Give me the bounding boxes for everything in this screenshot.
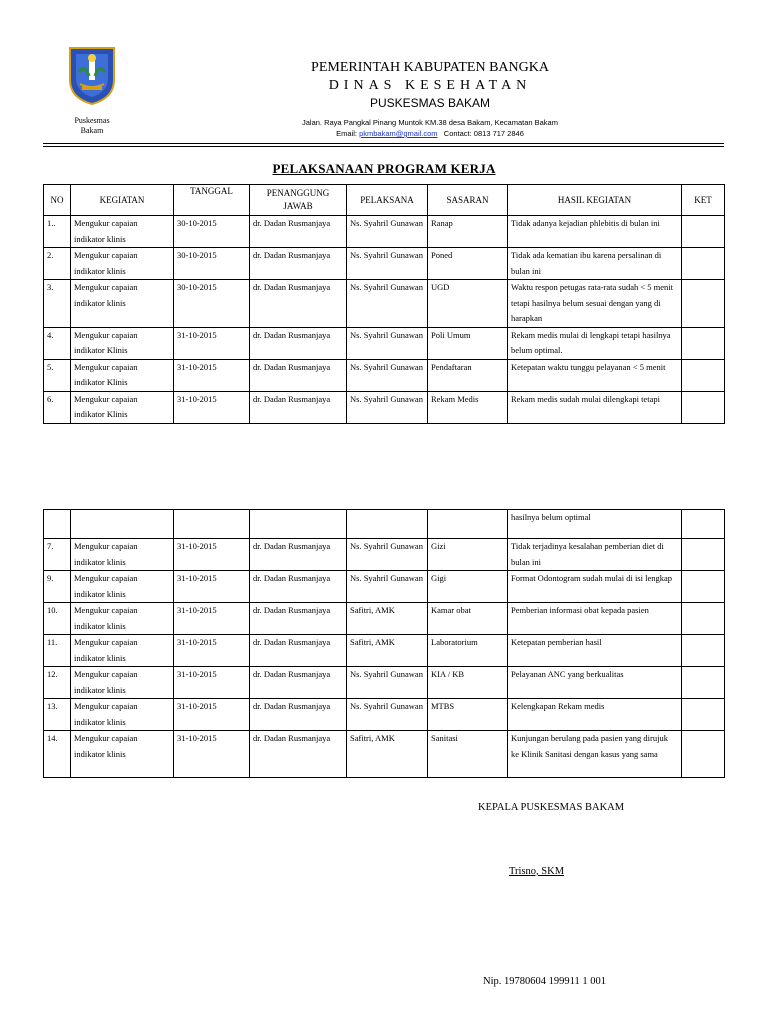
cell-tanggal: 30-10-2015 [174,216,250,248]
cell-pj: dr. Dadan Rusmanjaya [250,571,347,603]
email-label: Email: [336,129,357,138]
cell-pelaksana: Ns. Syahril Gunawan [347,248,428,280]
cell-pj: dr. Dadan Rusmanjaya [250,248,347,280]
cell-no: 1.. [44,216,71,248]
cell-pj: dr. Dadan Rusmanjaya [250,280,347,328]
cell-ket [682,731,725,778]
cell-sasaran: Kamar obat [428,603,508,635]
cell-ket [682,603,725,635]
cell-pelaksana: Ns. Syahril Gunawan [347,391,428,423]
cell-pelaksana: Safitri, AMK [347,731,428,778]
cell-ket [682,635,725,667]
cell-sasaran: MTBS [428,699,508,731]
cell-sasaran: Rekam Medis [428,391,508,423]
col-header-kegiatan: KEGIATAN [71,185,174,216]
signature-nip: Nip. 19780604 199911 1 001 [483,976,606,987]
cell-tanggal: 31-10-2015 [174,391,250,423]
cell-pj: dr. Dadan Rusmanjaya [250,635,347,667]
col-header-pelaksana: PELAKSANA [347,185,428,216]
cell-sasaran: Gigi [428,571,508,603]
cell-kegiatan: Mengukur capaian indikator Klinis [71,327,174,359]
cell-tanggal: 31-10-2015 [174,327,250,359]
cell-kegiatan [71,510,174,539]
table-row [44,731,725,778]
cell-kegiatan: Mengukur capaian indikator klinis [71,699,174,731]
cell-sasaran: UGD [428,280,508,328]
document-title: PELAKSANAAN PROGRAM KERJA [272,161,496,176]
cell-hasil: Pelayanan ANC yang berkualitas [508,667,682,699]
header-department: DINAS KESEHATAN [328,78,532,93]
cell-pj: dr. Dadan Rusmanjaya [250,391,347,423]
cell-pj: dr. Dadan Rusmanjaya [250,539,347,571]
cell-hasil: Rekam medis mulai di lengkapi tetapi hasilnya belum optimal. [508,327,682,359]
cell-tanggal: 30-10-2015 [174,280,250,328]
col-header-sasaran: SASARAN [428,185,508,216]
cell-ket [682,667,725,699]
table-row [44,699,725,731]
cell-no: 4. [44,327,71,359]
cell-kegiatan: Mengukur capaian indikator klinis [71,571,174,603]
cell-hasil: Rekam medis sudah mulai dilengkapi tetapi [508,391,682,423]
cell-sasaran: Poli Umum [428,327,508,359]
cell-pelaksana: Safitri, AMK [347,603,428,635]
cell-kegiatan: Mengukur capaian indikator klinis [71,280,174,328]
cell-no: 13. [44,699,71,731]
table-row [44,510,725,539]
cell-tanggal: 31-10-2015 [174,667,250,699]
cell-sasaran: KIA / KB [428,667,508,699]
cell-tanggal: 31-10-2015 [174,699,250,731]
cell-pj [250,510,347,539]
cell-kegiatan: Mengukur capaian indikator klinis [71,731,174,778]
cell-no: 10. [44,603,71,635]
cell-sasaran [428,510,508,539]
email-link[interactable]: pkmbakam@gmail.com [359,129,438,138]
col-header-penanggung-jawab: PENANGGUNG JAWAB [250,185,347,216]
cell-sasaran: Sanitasi [428,731,508,778]
cell-kegiatan: Mengukur capaian indikator klinis [71,539,174,571]
cell-tanggal: 31-10-2015 [174,359,250,391]
table-row [44,571,725,603]
header-divider-bottom [43,146,724,147]
header-puskesmas: PUSKESMAS BAKAM [369,96,491,110]
cell-sasaran: Laboratorium [428,635,508,667]
cell-hasil: Tidak terjadinya kesalahan pemberian diet di bulan ini [508,539,682,571]
cell-no [44,510,71,539]
cell-hasil: Kunjungan berulang pada pasien yang dirujuk ke Klinik Sanitasi dengan kasus yang sama [508,731,682,778]
cell-ket [682,280,725,328]
col-header-ket: KET [682,185,725,216]
cell-hasil: Tidak adanya kejadian phlebitis di bulan ini [508,216,682,248]
table-row [44,327,725,359]
cell-ket [682,571,725,603]
col-header-tanggal: TANGGAL [174,185,250,216]
contact-number: Contact: 0813 717 2846 [443,129,524,138]
cell-ket [682,539,725,571]
cell-ket [682,216,725,248]
cell-no: 7. [44,539,71,571]
cell-sasaran: Pendaftaran [428,359,508,391]
cell-pj: dr. Dadan Rusmanjaya [250,327,347,359]
program-table-part2 [43,509,725,778]
header-divider-top [43,143,724,144]
cell-pelaksana [347,510,428,539]
logo-caption-line1: Puskesmas [74,116,110,125]
table-row [44,603,725,635]
cell-ket [682,699,725,731]
cell-ket [682,327,725,359]
col-header-hasil: HASIL KEGIATAN [508,185,682,216]
cell-kegiatan: Mengukur capaian indikator Klinis [71,391,174,423]
cell-no: 9. [44,571,71,603]
table-row [44,635,725,667]
cell-hasil: Kelengkapan Rekam medis [508,699,682,731]
cell-tanggal: 31-10-2015 [174,731,250,778]
cell-no: 12. [44,667,71,699]
cell-hasil: hasilnya belum optimal [508,510,682,539]
cell-pj: dr. Dadan Rusmanjaya [250,603,347,635]
cell-kegiatan: Mengukur capaian indikator klinis [71,216,174,248]
cell-kegiatan: Mengukur capaian indikator klinis [71,603,174,635]
cell-sasaran: Gizi [428,539,508,571]
cell-no: 3. [44,280,71,328]
header-government: PEMERINTAH KABUPATEN BANGKA [311,60,549,75]
kabupaten-bangka-logo [66,42,118,106]
cell-pelaksana: Ns. Syahril Gunawan [347,571,428,603]
cell-pelaksana: Ns. Syahril Gunawan [347,699,428,731]
cell-pj: dr. Dadan Rusmanjaya [250,359,347,391]
table-row [44,359,725,391]
table-row [44,248,725,280]
cell-no: 11. [44,635,71,667]
cell-pj: dr. Dadan Rusmanjaya [250,731,347,778]
cell-kegiatan: Mengukur capaian indikator klinis [71,667,174,699]
logo-caption [60,116,124,136]
table-row [44,280,725,328]
cell-pelaksana: Ns. Syahril Gunawan [347,359,428,391]
header-address: Jalan. Raya Pangkal Pinang Muntok KM.38 desa Bakam, Kecamatan Bakam [302,118,558,127]
cell-pelaksana: Ns. Syahril Gunawan [347,327,428,359]
cell-kegiatan: Mengukur capaian indikator klinis [71,248,174,280]
cell-pelaksana: Safitri, AMK [347,635,428,667]
cell-tanggal: 31-10-2015 [174,603,250,635]
cell-tanggal: 31-10-2015 [174,635,250,667]
cell-hasil: Ketepatan pemberian hasil [508,635,682,667]
cell-hasil: Format Odontogram sudah mulai di isi lengkap [508,571,682,603]
cell-ket [682,510,725,539]
cell-sasaran: Poned [428,248,508,280]
program-table-part1 [43,184,725,424]
cell-hasil: Ketepatan waktu tunggu pelayanan < 5 menit [508,359,682,391]
table-row [44,667,725,699]
cell-pelaksana: Ns. Syahril Gunawan [347,280,428,328]
cell-pj: dr. Dadan Rusmanjaya [250,699,347,731]
col-header-no: NO [44,185,71,216]
cell-tanggal: 30-10-2015 [174,248,250,280]
cell-no: 14. [44,731,71,778]
cell-kegiatan: Mengukur capaian indikator klinis [71,635,174,667]
cell-tanggal: 31-10-2015 [174,571,250,603]
cell-pelaksana: Ns. Syahril Gunawan [347,216,428,248]
table-row [44,539,725,571]
cell-hasil: Waktu respon petugas rata-rata sudah < 5 menit tetapi hasilnya belum sesuai dengan yang di harapkan [508,280,682,328]
cell-pj: dr. Dadan Rusmanjaya [250,667,347,699]
logo-caption-line2: Bakam [80,126,104,135]
table-row [44,391,725,423]
cell-pelaksana: Ns. Syahril Gunawan [347,667,428,699]
signature-title: KEPALA PUSKESMAS BAKAM [478,802,625,813]
cell-ket [682,248,725,280]
cell-no: 6. [44,391,71,423]
table-row [44,216,725,248]
cell-sasaran: Ranap [428,216,508,248]
cell-pj: dr. Dadan Rusmanjaya [250,216,347,248]
signature-name: Trisno, SKM [509,866,565,877]
cell-kegiatan: Mengukur capaian indikator Klinis [71,359,174,391]
cell-ket [682,391,725,423]
cell-ket [682,359,725,391]
header-address-block [250,117,610,139]
cell-pelaksana: Ns. Syahril Gunawan [347,539,428,571]
cell-tanggal [174,510,250,539]
cell-hasil: Tidak ada kematian ibu karena persalinan di bulan ini [508,248,682,280]
cell-tanggal: 31-10-2015 [174,539,250,571]
cell-hasil: Pemberian informasi obat kepada pasien [508,603,682,635]
cell-no: 5. [44,359,71,391]
cell-no: 2. [44,248,71,280]
